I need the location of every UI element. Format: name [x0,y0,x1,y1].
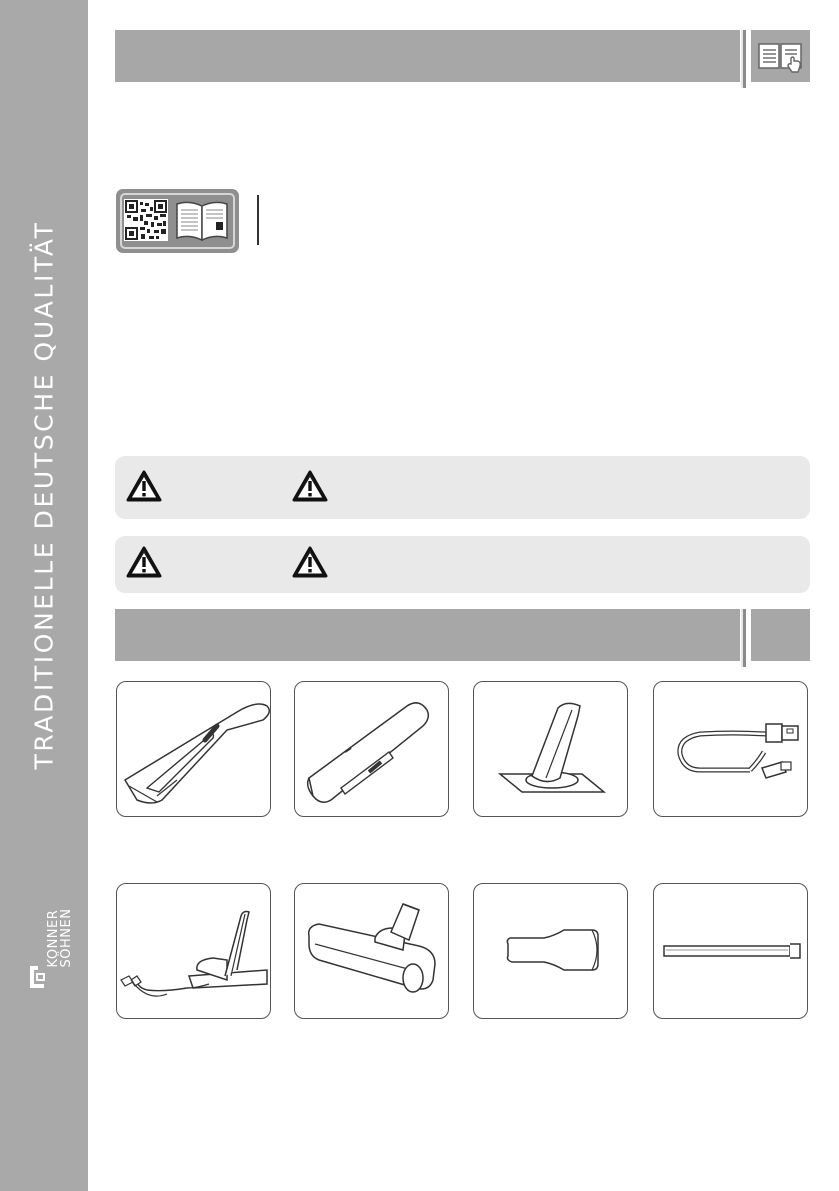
warning-triangle-icon [292,546,328,578]
warning-triangle-icon [126,470,162,502]
warning-bar [115,456,810,519]
header-separator [741,609,746,667]
brand-logo-icon [26,962,48,992]
accessory-tile [473,681,628,817]
open-book-pointer-icon [751,30,810,82]
header-separator [741,30,746,88]
vertical-divider [257,195,259,245]
accessory-tile [116,883,271,1019]
accessory-tile [653,681,808,817]
floor-brush-icon [295,884,450,1020]
extension-tube-icon [654,884,809,1020]
warning-triangle-icon [126,546,162,578]
charging-station-icon [117,884,272,1020]
brand-logo-text [47,909,73,968]
warning-bar [115,536,810,593]
logo-line-2: SÖHNEN [59,908,74,968]
handheld-unit-icon [117,682,272,818]
qr-code-icon [124,199,172,243]
crevice-nozzle-icon [474,884,629,1020]
logo-line-1: KONNER [46,909,61,968]
open-book-icon [174,198,232,244]
usb-cable-icon [654,682,809,818]
brand-slogan: TRADITIONELLE DEUTSCHE QUALITÄT [29,220,59,770]
battery-icon [295,682,450,818]
header-tab [751,609,810,661]
section-header-bar [115,30,740,82]
accessory-tile [294,883,449,1019]
accessory-tile [116,681,271,817]
accessory-tile [473,883,628,1019]
warning-triangle-icon [292,470,328,502]
qr-manual-badge [116,189,239,253]
header-icon-tab [751,30,810,82]
sidebar [0,0,88,1191]
accessory-tile [653,883,808,1019]
section-header-bar [115,609,740,661]
charging-base-icon [474,682,629,818]
accessory-tile [294,681,449,817]
